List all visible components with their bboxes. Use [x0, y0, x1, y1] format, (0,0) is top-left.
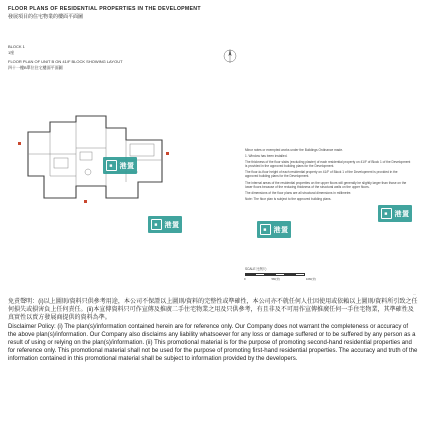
brand-logo-icon: ■: [260, 224, 271, 235]
north-arrow-icon: [222, 48, 238, 64]
plan-title-zh: 四十一樓B單位住宅樓面平面圖: [8, 64, 63, 70]
disclaimer-block: [8, 298, 418, 364]
brand-logo-icon: ■: [151, 219, 162, 230]
block-info: [8, 44, 123, 70]
scale-tick: 5M(米): [271, 277, 280, 281]
brand-logo-icon: ■: [106, 160, 117, 171]
note-item: The internal areas of the residential properties on the upper floors will generally be slightly larger than those on the lower floors because of the reducing thickness of the structural walls on the upper floors.: [245, 180, 407, 189]
scale-ticks: [244, 277, 316, 281]
watermark-badge: ■ 港置: [378, 205, 412, 222]
block-label-zh: 1座: [8, 49, 15, 55]
note-item: Note: The floor plan is subject to the approved building plans.: [245, 196, 332, 201]
disclaimer-zh: 免責聲明：(i)以上圖則/資料只供參考用途，本公司不保證以上圖則/資料的完整性或準確性，本公司亦不就任何人仕因使用或依賴以上圖則/資料所引致之任何損失或損害負上任何責任。(ii)本宣傳資料只可作宣傳及推廣二手住宅物業之用及只供參考，有且非及不可用作宣傳推廣任何一手住宅物業，其準確性及真實性以賣方發展商提供的資料為準。: [8, 299, 418, 322]
note-item: The thickness of the floor slabs (excluding plaster) of each residential property on 41/F of Block 1 of the Development is provided in the approved building plans for the Development.: [245, 160, 411, 169]
header-title-en: FLOOR PLANS OF RESIDENTIAL PROPERTIES IN THE DEVELOPMENT: [8, 6, 201, 12]
note-item: 1. Window has been installed.: [245, 154, 288, 159]
floor-plan-notes: [245, 148, 411, 203]
disclaimer-en: Disclaimer Policy: (i) The plan(s)/information contained herein are for reference only. Our Company does not warrant the completeness or accuracy of the above plan(s)/information. Our Company also disclaims any liability whatsoever for any loss or damage suffered or to be suffered by any person as a result of using or relying on the plan(s)/information. (ii) This promotional material is for the purpose of promoting second-hand residential properties and for reference only. This promotional material shall not be used for the purpose of promoting first-hand residential properties. The accuracy and truth of the information contained in this promotional material shall be subject to information provided by the developers.: [8, 323, 418, 363]
page-number: —: [413, 292, 416, 296]
scale-bar: [245, 273, 305, 276]
scale-label: SCALE 比例尺：: [245, 267, 270, 271]
watermark-badge: ■ 港置: [257, 221, 291, 238]
note-item: The floor-to-floor height of each residential property on 41/F of Block 1 of the Development is provided in the approved building plans for the Development.: [245, 170, 398, 179]
header-title-zh: 發展項目的住宅物業的樓面平面圖: [8, 14, 84, 20]
note-item: The dimensions of the floor plans are all structural dimensions in millimetre.: [245, 190, 352, 195]
floor-plan-drawing: [14, 112, 174, 204]
scale-tick: 0: [244, 277, 246, 281]
block-label-en: BLOCK 1: [8, 44, 25, 49]
brand-logo-icon: ■: [381, 208, 392, 219]
watermark-badge: ■ 港置: [103, 157, 137, 174]
plan-title-en: FLOOR PLAN OF UNIT B ON 41/F BLOCK SHOWING LAYOUT: [8, 59, 123, 65]
note-item: Minor notes or exempted works under the Buildings Ordinance made.: [245, 148, 343, 152]
page-header: [8, 6, 201, 20]
scale-tick: 10M(米): [305, 277, 316, 281]
watermark-badge: ■ 港置: [148, 216, 182, 233]
